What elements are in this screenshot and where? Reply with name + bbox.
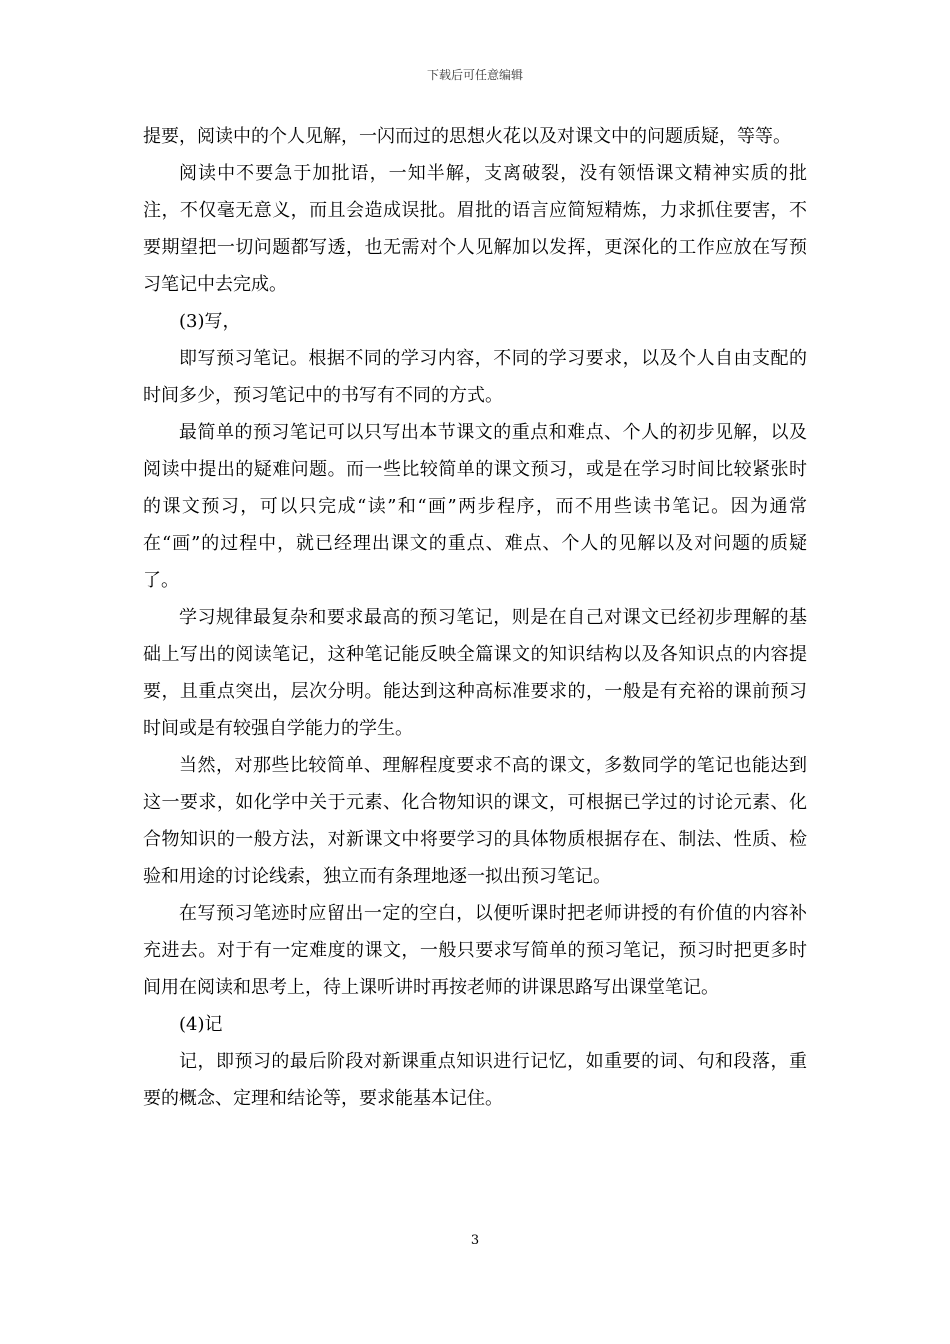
paragraph: 学习规律最复杂和要求最高的预习笔记，则是在自己对课文已经初步理解的基础上写出的阅读笔记，这种笔记能反映全篇课文的知识结构以及各知识点的内容提要，且重点突出，层次分明。能达到这种高标准要求的，一般是有充裕的课前预习时间或是有较强自学能力的学生。 xyxy=(143,607,807,739)
paragraph: 记，即预习的最后阶段对新课重点知识进行记忆，如重要的词、句和段落，重要的概念、定理和结论等，要求能基本记住。 xyxy=(143,1051,807,1109)
paragraph: 提要，阅读中的个人见解，一闪而过的思想火花以及对课文中的问题质疑，等等。 xyxy=(143,126,791,147)
paragraph: 当然，对那些比较简单、理解程度要求不高的课文，多数同学的笔记也能达到这一要求，如化学中关于元素、化合物知识的课文，可根据已学过的讨论元素、化合物知识的一般方法，对新课文中将要学习的具体物质根据存在、制法、性质、检验和用途的讨论线索，独立而有条理地逐一拟出预习笔记。 xyxy=(143,755,807,887)
paragraph: 即写预习笔记。根据不同的学习内容，不同的学习要求，以及个人自由支配的时间多少，预习笔记中的书写有不同的方式。 xyxy=(143,348,807,406)
page-number: 3 xyxy=(470,1233,480,1248)
document-body xyxy=(143,118,807,1117)
page-header-note: 下载后可任意编辑 xyxy=(426,68,523,82)
section-heading-write: (3)写， xyxy=(179,311,241,332)
paragraph: 最简单的预习笔记可以只写出本节课文的重点和难点、个人的初步见解，以及阅读中提出的疑难问题。而一些比较简单的课文预习，或是在学习时间比较紧张时的课文预习，可以只完成“读”和“画”两步程序，而不用些读书笔记。因为通常在“画”的过程中，就已经理出课文的重点、难点、个人的见解以及对问题的质疑了。 xyxy=(143,422,807,591)
paragraph: 在写预习笔迹时应留出一定的空白，以便听课时把老师讲授的有价值的内容补充进去。对于有一定难度的课文，一般只要求写简单的预习笔记，预习时把更多时间用在阅读和思考上，待上课听讲时再按老师的讲课思路写出课堂笔记。 xyxy=(143,903,807,998)
paragraph: 阅读中不要急于加批语，一知半解，支离破裂，没有领悟课文精神实质的批注，不仅毫无意义，而且会造成误批。眉批的语言应简短精炼，力求抓住要害，不要期望把一切问题都写透，也无需对个人见解加以发挥，更深化的工作应放在写预习笔记中去完成。 xyxy=(143,163,807,295)
section-heading-memorize: (4)记 xyxy=(179,1014,223,1035)
